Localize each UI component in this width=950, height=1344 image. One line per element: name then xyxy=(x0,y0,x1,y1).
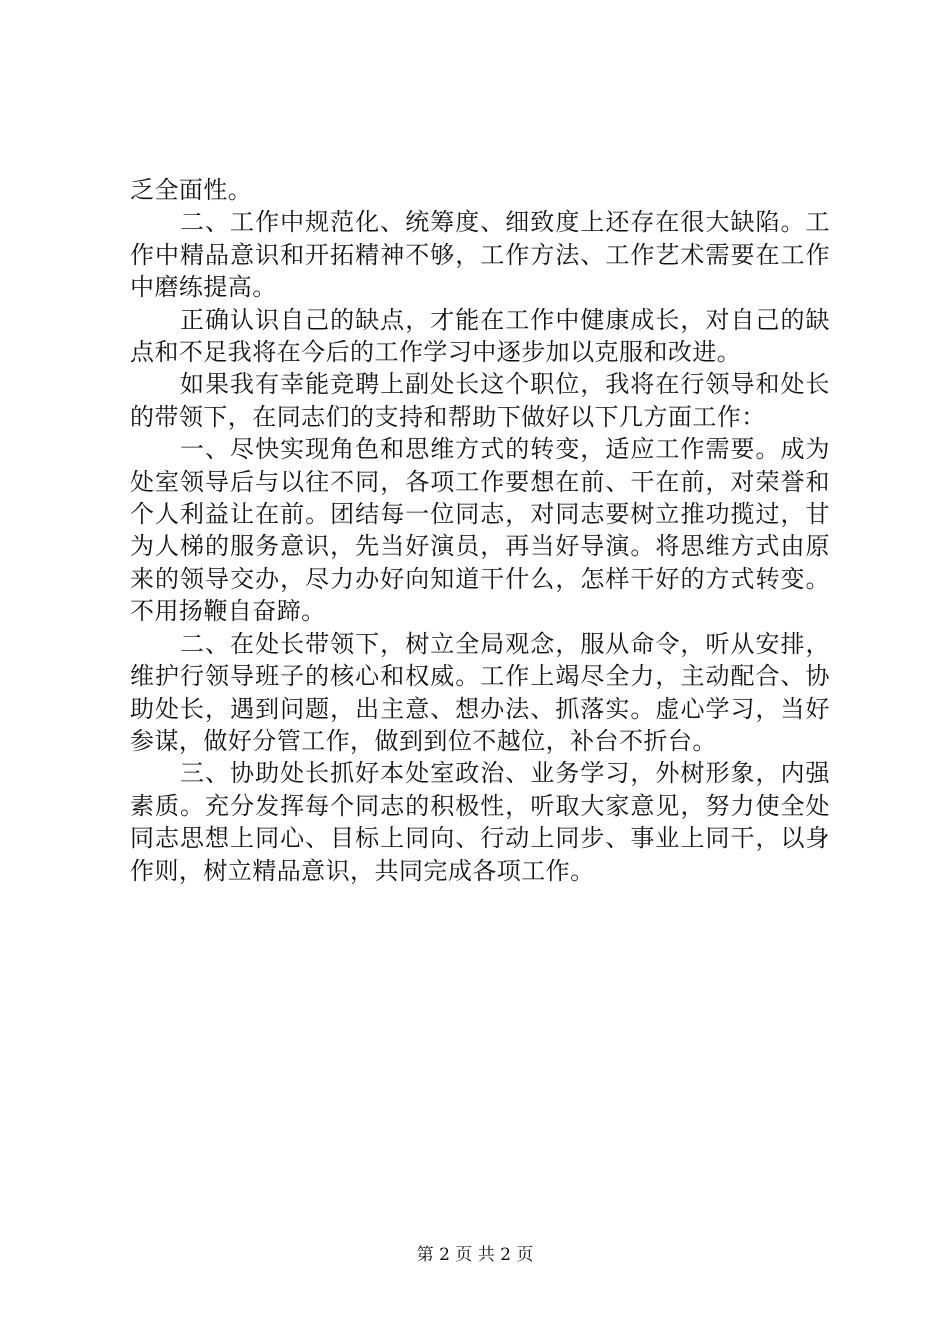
paragraph-plan-2: 二、在处长带领下，树立全局观念，服从命令，听从安排，维护行领导班子的核心和权威。工作上竭尽全力，主动配合、协助处长，遇到问题，出主意、想办法、抓落实。虚心学习，当好参谋，做好分管工作，做到到位不越位，补台不折台。 xyxy=(130,629,830,755)
paragraph-self-awareness: 正确认识自己的缺点，才能在工作中健康成长，对自己的缺点和不足我将在今后的工作学习中逐步加以克服和改进。 xyxy=(130,305,830,367)
paragraph-plan-1: 一、尽快实现角色和思维方式的转变，适应工作需要。成为处室领导后与以往不同，各项工作要想在前、干在前，对荣誉和个人利益让在前。团结每一位同志，对同志要树立推功揽过，甘为人梯的服务意识，先当好演员，再当好导演。将思维方式由原来的领导交办，尽力办好向知道干什么，怎样干好的方式转变。不用扬鞭自奋蹄。 xyxy=(130,435,830,626)
page-number-footer: 第 2 页 共 2 页 xyxy=(416,1245,534,1265)
paragraph-continuation: 乏全面性。 xyxy=(130,176,253,204)
paragraph-intro-plans: 如果我有幸能竞聘上副处长这个职位，我将在行领导和处长的带领下，在同志们的支持和帮助下做好以下几方面工作： xyxy=(130,370,830,431)
document-body xyxy=(130,174,830,887)
paragraph-shortcomings-2: 二、工作中规范化、统筹度、细致度上还存在很大缺陷。工作中精品意识和开拓精神不够，工作方法、工作艺术需要在工作中磨练提高。 xyxy=(130,208,830,302)
paragraph-plan-3: 三、协助处长抓好本处室政治、业务学习，外树形象，内强素质。充分发挥每个同志的积极性，听取大家意见，努力使全处同志思想上同心、目标上同向、行动上同步、事业上同干，以身作则，树立精品意识，共同完成各项工作。 xyxy=(130,759,830,885)
